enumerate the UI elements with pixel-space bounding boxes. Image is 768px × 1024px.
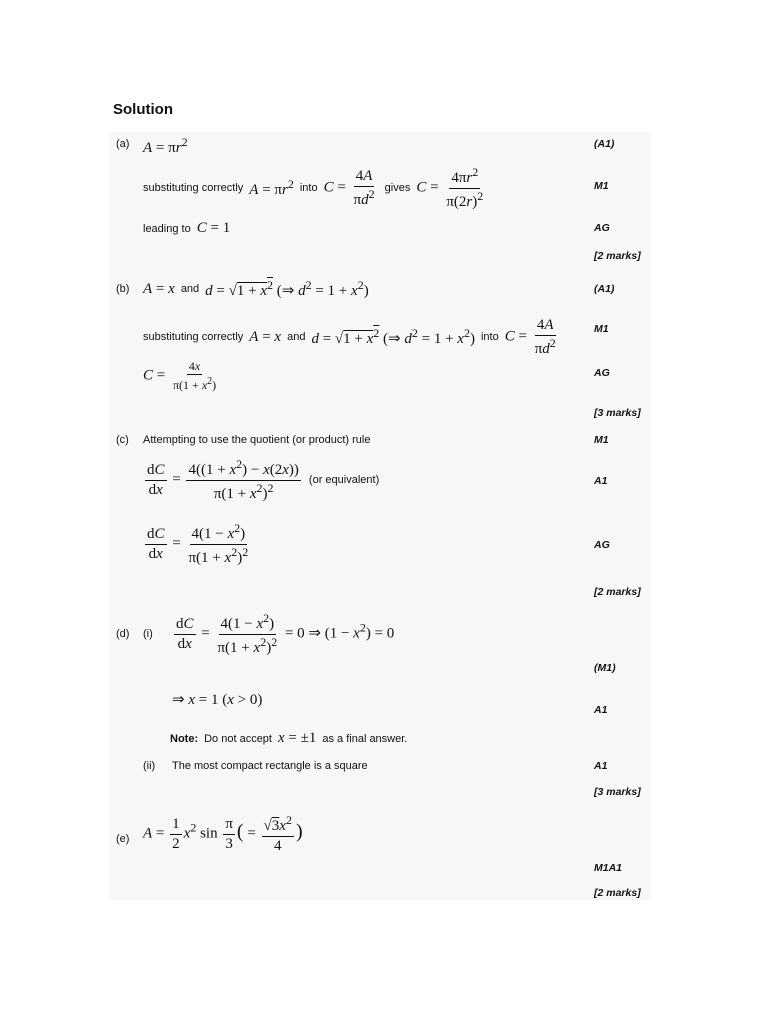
step-a-substitution: [143, 166, 487, 210]
mark-c3: AG: [594, 539, 610, 551]
eq-x-pm1: x = ±1: [277, 730, 317, 746]
mark-c-total: [2 marks]: [594, 586, 641, 598]
eq-derivative-simplified: $\frac{dC}{dx}$ = $\frac{4(1 - x^2)}{\pi(1 + x^2)^2}$: [147, 521, 249, 566]
note-end-text: as a final answer.: [322, 732, 408, 745]
into-text-b: into: [480, 331, 499, 343]
eq-d-sqrt: $d = √1 + x^2$ (⇒ $d^2 = 1 + x^2$): [205, 278, 369, 299]
into-text: into: [299, 182, 318, 194]
gives-text: gives: [384, 182, 411, 194]
solution-panel: [110, 132, 650, 900]
substituting-text-b: substituting correctly: [143, 331, 244, 343]
mark-d1: (M1): [594, 662, 616, 674]
step-b-substitution: [143, 317, 560, 357]
eq-derivative-quotient: $\frac{dC}{dx}$ = $\frac{4((1 + x^2) - x(2x))}{\pi(1 + x^2)^2}$: [147, 457, 299, 502]
part-a-label: (a): [116, 138, 130, 150]
part-b-label: (b): [116, 283, 130, 295]
mark-b2: M1: [594, 323, 609, 335]
and-text-b: and: [287, 331, 306, 343]
note-line: [170, 730, 407, 747]
part-d-ii-label: (ii): [143, 760, 156, 772]
mark-e-total: [2 marks]: [594, 887, 641, 899]
eq-c-equals-1: C = 1: [196, 220, 231, 236]
mark-d3: A1: [594, 760, 608, 772]
step-b-definitions: [143, 278, 369, 300]
step-c-derivative: [143, 458, 379, 502]
mark-b3: AG: [594, 367, 610, 379]
eq-a-x: A = x: [143, 280, 175, 297]
part-e-label: (e): [116, 833, 130, 845]
eq-area-circle: $A = \pi r^2$: [143, 135, 188, 156]
eq-a-pir2: $A = \pi r^2$: [249, 177, 294, 198]
mark-d2: A1: [594, 704, 608, 716]
mark-b1: (A1): [594, 283, 615, 295]
step-a-conclusion: [143, 220, 230, 237]
mark-c2: A1: [594, 475, 608, 487]
compact-text: The most compact rectangle is a square: [172, 760, 368, 772]
eq-c-def: C = $\frac{4A}{\pi d^2}$: [323, 168, 375, 208]
eq-c-result: C = $\frac{4x}{\pi(1 + x^2)}$: [143, 359, 217, 393]
mark-a1: (A1): [594, 138, 615, 150]
mark-a2: M1: [594, 180, 609, 192]
part-c-label: (c): [116, 434, 129, 446]
eq-derivative-zero: $\frac{dC}{dx}$ = $\frac{4(1 - x^2)}{\pi(1 + x^2)^2}$ = 0 ⇒ $(1 - x^2) = 0$: [176, 611, 395, 656]
attempt-text: Attempting to use the quotient (or product) rule: [143, 434, 371, 446]
eq-d-sqrt-b: $d = √1 + x^2$ (⇒ $d^2 = 1 + x^2$): [311, 326, 475, 347]
mark-d-total: [3 marks]: [594, 786, 641, 798]
mark-a-total: [2 marks]: [594, 250, 641, 262]
part-d-i-label: (i): [143, 628, 153, 640]
page-title: Solution: [113, 101, 173, 118]
eq-a-x-b: A = x: [249, 328, 282, 345]
note-text: Do not accept: [204, 732, 272, 745]
or-equivalent-text: (or equivalent): [308, 474, 380, 486]
mark-b-total: [3 marks]: [594, 407, 641, 419]
part-d-label: (d): [116, 628, 130, 640]
mark-a3: AG: [594, 222, 610, 234]
eq-c-circle: C = $\frac{4\pi r^2}{\pi(2r)^2}$: [416, 165, 484, 210]
mark-c1: M1: [594, 434, 609, 446]
leading-to-text: leading to: [143, 222, 191, 235]
and-text: and: [180, 283, 200, 295]
mark-e1: M1A1: [594, 862, 623, 874]
eq-x-equals-1: ⇒ x = 1 (x > 0): [172, 692, 263, 708]
eq-c-def-b: C = $\frac{4A}{\pi d^2}$: [504, 317, 556, 357]
note-label: Note:: [170, 732, 199, 745]
eq-area-triangle: A = $\frac{1}{2}$ $x^2$ sin $\frac{\pi}{3}$ ( = $\frac{√3x^2}{4}$ ): [143, 813, 303, 854]
substituting-text: substituting correctly: [143, 182, 244, 194]
